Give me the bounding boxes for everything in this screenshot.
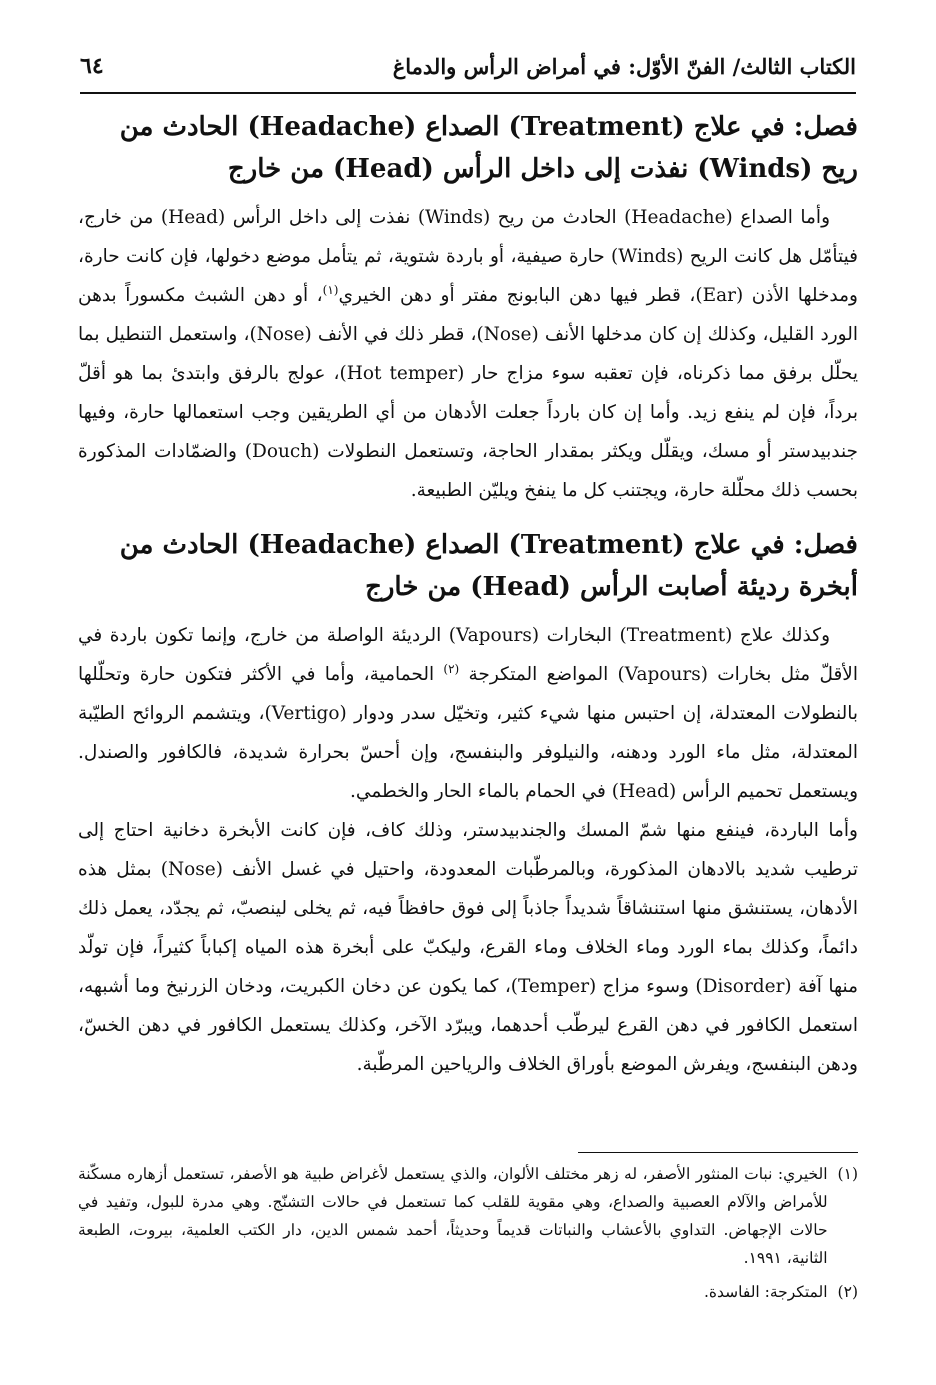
main-text (78, 100, 858, 1084)
footnote-number: (١) (837, 1165, 858, 1183)
footnote-text: المتكرجة: الفاسدة. (703, 1283, 828, 1301)
section-heading-2: فصل: في علاج (Treatment) الصداع (Headache) الحادث من أبخرة رديئة أصابت الرأس (Head) من خارج (119, 530, 858, 602)
paragraph-text-cont: الحمامية، وأما في الأكثر فتكون حارة وتحلّلها بالنطولات المعتدلة، إن احتبس منها شيء كثير، وتخيّل سدر ودوار (Vertigo)، ويتشمم الروائح الطيّبة المعتدلة، مثل ماء الورد ودهنه، والنيلوفر والبنفسج، وإن أحسّ بحرارة شديدة، فالكافور والصندل. ويستعمل تحميم الرأس (Head) في الحمام بالماء الحار والخطمي. (78, 664, 858, 802)
footnote-ref-2[interactable]: (٢) (443, 661, 460, 676)
footnote-2 (78, 1278, 858, 1306)
paragraph-text: وأما الصداع (Headache) الحادث من ريح (Winds) نفذت إلى داخل الرأس (Head) من خارج، فيتأمّل هل كانت الريح (Winds) حارة صيفية، أو باردة شتوية، ثم يتأمل موضع دخولها، فإن كانت حارة، ومدخلها الأذن (Ear)، قطر فيها دهن البابونج مفتر أو دهن الخيري (78, 207, 859, 306)
running-title: الكتاب الثالث/ الفنّ الأوّل: في أمراض الرأس والدماغ (392, 53, 856, 79)
footnote-text: الخيري: نبات المنثور الأصفر، له زهر مختلف الألوان، والذي يستعمل لأغراض طبية هو الأصفر، تستعمل أزهاره مسكّنة للأمراض والآلام العصبية والصداع، وهي مقوية للقلب كما تستعمل في حالات التشنّج. وهي مدرة للبول، وتفيد في حالات الإجهاض. التداوي بالأعشاب والنباتات قديماً وحديثاً، أحمد شمس الدين، دار الكتب العلمية، بيروت، الطبعة الثانية، ١٩٩١. (78, 1165, 828, 1267)
section-2-paragraph-2: وأما الباردة، فينفع منها شمّ المسك والجندبيدستر، وذلك كاف، فإن كانت الأبخرة دخانية احتاج إلى ترطيب شديد بالادهان المذكورة، وبالمرطّبات المعدودة، واحتيل في غسل الأنف (Nose) بمثل هذه الأدهان، يستنشق منها استنشاقاً شديداً جاذباً إلى فوق حافظاً فيه، ثم يخلى لينصبّ، ثم يجدّد، يعمل ذلك دائماً، وكذلك بماء الورد وماء الخلاف وماء القرع، وليكبّ على أبخرة هذه المياه إكباباً كثيراً، فإن تولّد منها آفة (Disorder) وسوء مزاج (Temper)، كما يكون عن دخان الكبريت، ودخان الزرنيخ وما أشبهه، استعمل الكافور في دهن القرع ليرطّب أحدهما، ويبرّد الآخر، وكذلك يستعمل الكافور في دهن الخسّ، ودهن البنفسج، ويفرش الموضع بأوراق الخلاف والرياحين المرطّبة. (78, 820, 859, 1075)
footnotes (78, 1160, 858, 1306)
paragraph-text-cont: ، أو دهن الشبث مكسوراً بدهن الورد القليل، وكذلك إن كان مدخلها الأنف (Nose)، قطر ذلك في الأنف (Nose)، واستعمل التنطيل بما يحلّل برفق مما ذكرناه، فإن تعقبه سوء مزاج حار (Hot temper)، عولج بالرفق وابتدئ بما هو أقلّ برداً، فإن لم ينفع زيد. وأما إن كان بارداً جعلت الأدهان من أي الطريقين وجب استعمالها حارة، وفيها جندبيدستر أو مسك، ويقلّل ويكثر بمقدار الحاجة، وتستعمل النطولات (Douch) والضمّادات المذكورة بحسب ذلك محلّلة حارة، ويجتنب كل ما ينفخ ويليّن الطبيعة. (78, 285, 858, 501)
footnote-ref-1[interactable]: (١) (322, 282, 339, 297)
section-2-paragraph-1 (78, 616, 858, 811)
section-1-paragraph (78, 198, 858, 510)
section-heading-1: فصل: في علاج (Treatment) الصداع (Headache) الحادث من ريح (Winds) نفذت إلى داخل الرأس (Head) من خارج (119, 112, 858, 184)
page-header (80, 40, 856, 94)
footnote-number: (٢) (837, 1283, 858, 1301)
paragraph-text: وكذلك علاج (Treatment) البخارات (Vapours) الرديئة الواصلة من خارج، وإنما تكون باردة في الأقلّ مثل بخارات (Vapours) المواضع المتكرجة (78, 625, 858, 685)
footnote-divider (578, 1152, 858, 1153)
page-number: ٦٤ (80, 53, 104, 79)
footnote-1 (78, 1160, 858, 1272)
